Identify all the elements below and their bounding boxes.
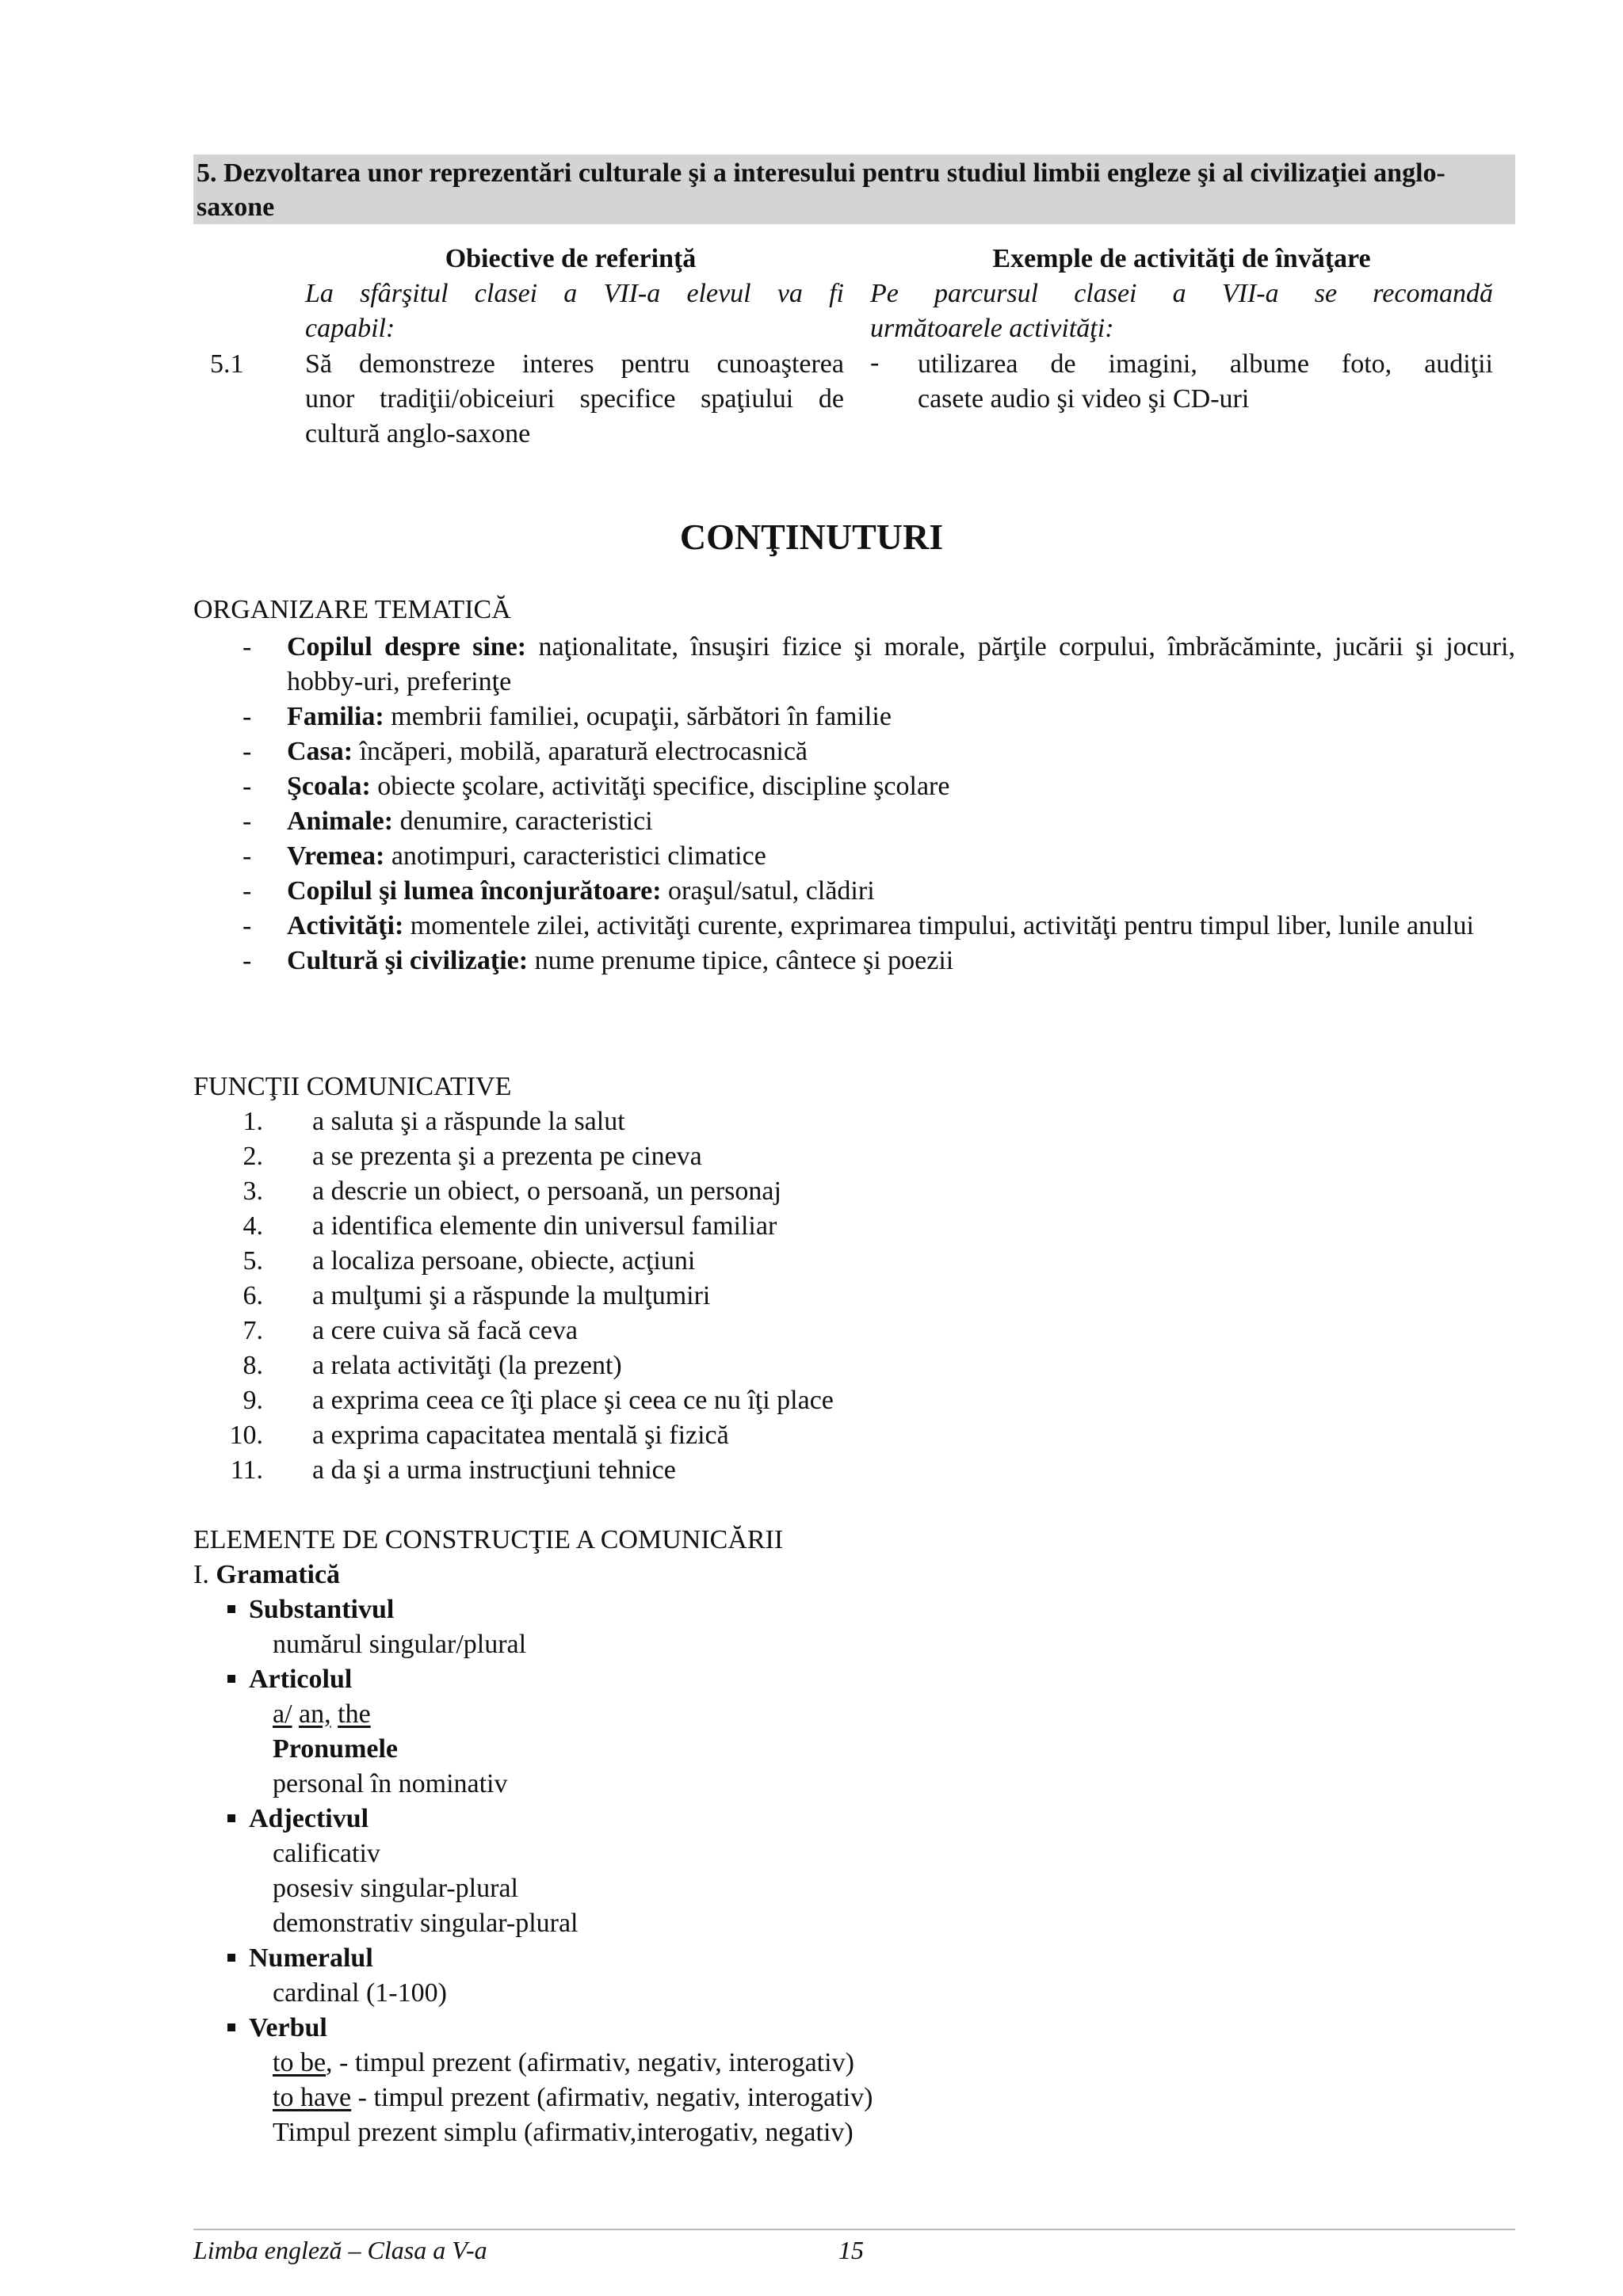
grammar-subitem: numărul singular/plural bbox=[273, 1630, 527, 1659]
item-number: 1. bbox=[242, 1107, 263, 1136]
square-bullet-icon bbox=[227, 1675, 235, 1683]
list-item bbox=[193, 1104, 834, 1139]
grammar-item-articolul bbox=[193, 1662, 873, 1697]
list-item: - Vremea: anotimpuri, caracteristici climatice bbox=[242, 841, 766, 871]
item-text: a relata activităţi (la prezent) bbox=[312, 1351, 622, 1380]
grammar-label: Verbul bbox=[249, 2013, 327, 2042]
thematic-heading: ORGANIZARE TEMATICĂ bbox=[193, 595, 511, 624]
item-number: 7. bbox=[242, 1316, 263, 1345]
item-text: a cere cuiva să facă ceva bbox=[312, 1316, 579, 1345]
grammar-subitem: personal în nominativ bbox=[273, 1769, 508, 1798]
item-bold: Copilul despre sine: bbox=[287, 632, 527, 662]
col-header-objectives: Obiective de referinţă bbox=[445, 244, 697, 273]
square-bullet-icon bbox=[227, 1954, 235, 1962]
list-item bbox=[193, 1139, 834, 1174]
item-text: a saluta şi a răspunde la salut bbox=[312, 1107, 625, 1136]
item-bold: Şcoala: bbox=[287, 772, 371, 801]
item-text: denumire, caracteristici bbox=[393, 807, 653, 836]
item-number: 2. bbox=[242, 1142, 263, 1171]
grammar-label: Numeralul bbox=[249, 1943, 373, 1973]
verb-to-be: to be bbox=[273, 2048, 327, 2077]
list-item bbox=[193, 1383, 834, 1418]
item-text: nume prenume tipice, cântece şi poezii bbox=[528, 946, 954, 975]
footer-title: Limba engleză – Clasa a V-a bbox=[193, 2236, 487, 2264]
grammar-subitem: calificativ bbox=[273, 1839, 380, 1868]
section-header: 5. Dezvoltarea unor reprezentări culturale şi a interesului pentru studiul limbii engleze şi al civilizaţiei anglo-saxone bbox=[193, 154, 1515, 224]
item-bold: Familia: bbox=[287, 702, 384, 731]
grammar-item-verbul bbox=[193, 2011, 873, 2046]
grammar-label: Substantivul bbox=[249, 1595, 395, 1624]
item-text: obiecte şcolare, activităţi specifice, discipline şcolare bbox=[370, 772, 950, 801]
item-number: 5. bbox=[242, 1246, 263, 1276]
part-prefix: I. bbox=[193, 1560, 216, 1589]
item-text: a descrie un obiect, o persoană, un personaj bbox=[312, 1177, 781, 1206]
item-bold: Casa: bbox=[287, 737, 353, 766]
item-text: oraşul/satul, clădiri bbox=[661, 876, 875, 906]
verb-text: , - timpul prezent (afirmativ, negativ, interogativ) bbox=[326, 2048, 854, 2077]
activity-text-line2: casete audio şi video şi CD-uri bbox=[918, 384, 1250, 414]
list-item: - Copilul şi lumea înconjurătoare: oraşul/satul, clădiri bbox=[242, 876, 875, 906]
item-number: 3. bbox=[242, 1177, 263, 1206]
activities-intro-line2: următoarele activităţi: bbox=[870, 314, 1114, 343]
square-bullet-icon bbox=[227, 2023, 235, 2031]
grammar-label: Adjectivul bbox=[249, 1804, 369, 1833]
item-text: membrii familiei, ocupaţii, sărbători în familie bbox=[384, 702, 892, 731]
article-an: an, bbox=[299, 1699, 331, 1729]
item-number: 11. bbox=[230, 1455, 263, 1485]
grammar-item-numeralul bbox=[193, 1941, 873, 1976]
item-bold: Copilul şi lumea înconjurătoare: bbox=[287, 876, 662, 906]
grammar-subitem bbox=[193, 1697, 873, 1732]
list-item: - Cultură şi civilizaţie: nume prenume tipice, cântece şi poezii bbox=[242, 946, 954, 975]
list-item: - Familia: membrii familiei, ocupaţii, sărbători în familie bbox=[242, 702, 892, 731]
objective-text-line1: Să demonstreze interes pentru cunoaşterea bbox=[305, 349, 844, 379]
verb-to-have: to have bbox=[273, 2083, 352, 2112]
grammar-part-title bbox=[193, 1558, 873, 1592]
grammar-item-substantivul bbox=[193, 1592, 873, 1627]
item-text: a identifica elemente din universul familiar bbox=[312, 1211, 777, 1241]
col-header-activities: Exemple de activităţi de învăţare bbox=[992, 244, 1371, 273]
page-title: CONŢINUTURI bbox=[679, 517, 944, 557]
part-label: Gramatică bbox=[216, 1560, 341, 1589]
list-item bbox=[193, 1174, 834, 1209]
footer-divider bbox=[193, 2229, 1515, 2230]
item-text: a mulţumi şi a răspunde la mulţumiri bbox=[312, 1281, 711, 1310]
grammar-subheading: Pronumele bbox=[273, 1734, 399, 1764]
page-number: 15 bbox=[838, 2236, 864, 2264]
list-item bbox=[193, 1348, 834, 1383]
activity-dash: - bbox=[870, 348, 880, 377]
objective-text-line2: unor tradiţii/obiceiuri specifice spaţiului de bbox=[305, 384, 844, 414]
item-text: a exprima capacitatea mentală şi fizică bbox=[312, 1421, 729, 1450]
activity-text-line1: utilizarea de imagini, albume foto, audiţii bbox=[918, 349, 1493, 379]
item-text: a da şi a urma instrucţiuni tehnice bbox=[312, 1455, 676, 1485]
grammar-subitem bbox=[193, 2046, 873, 2081]
list-item bbox=[193, 1279, 834, 1314]
functions-list bbox=[193, 1104, 834, 1488]
functions-heading: FUNCŢII COMUNICATIVE bbox=[193, 1072, 512, 1101]
grammar-item-adjectivul bbox=[193, 1802, 873, 1836]
list-item: - Copilul despre sine: naţionalitate, însuşiri fizice şi morale, părţile corpului, îmbrăcăminte, jucării şi jocuri, hobby-uri, preferinţe bbox=[242, 632, 1515, 696]
item-text: a exprima ceea ce îţi place şi ceea ce nu îţi place bbox=[312, 1386, 834, 1415]
list-item: - Casa: încăperi, mobilă, aparatură electrocasnică bbox=[242, 737, 808, 766]
item-bold: Vremea: bbox=[287, 841, 385, 871]
thematic-list bbox=[193, 630, 1515, 978]
item-text: a se prezenta şi a prezenta pe cineva bbox=[312, 1142, 702, 1171]
list-item bbox=[193, 1209, 834, 1244]
grammar-label: Articolul bbox=[249, 1665, 353, 1694]
grammar-subitem: posesiv singular-plural bbox=[273, 1874, 518, 1903]
item-number: 8. bbox=[242, 1351, 263, 1380]
verb-text: - timpul prezent (afirmativ, negativ, interogativ) bbox=[351, 2083, 873, 2112]
item-text: anotimpuri, caracteristici climatice bbox=[384, 841, 766, 871]
item-text: a localiza persoane, obiecte, acţiuni bbox=[312, 1246, 696, 1276]
item-number: 4. bbox=[242, 1211, 263, 1241]
list-item bbox=[193, 1244, 834, 1279]
objectives-intro-line2: capabil: bbox=[305, 314, 395, 343]
grammar-subitem: cardinal (1-100) bbox=[273, 1978, 447, 2008]
objective-number: 5.1 bbox=[210, 349, 244, 379]
square-bullet-icon bbox=[227, 1814, 235, 1822]
grammar-subitem bbox=[193, 2081, 873, 2115]
grammar-subitem: demonstrativ singular-plural bbox=[273, 1909, 579, 1938]
item-bold: Activităţi: bbox=[287, 911, 404, 940]
list-item bbox=[193, 1314, 834, 1348]
list-item: - Şcoala: obiecte şcolare, activităţi specifice, discipline şcolare bbox=[242, 772, 950, 801]
article-the: the bbox=[338, 1699, 371, 1729]
list-item bbox=[193, 1418, 834, 1453]
item-text: momentele zilei, activităţi curente, exprimarea timpului, activităţi pentru timpul liber, lunile anului bbox=[403, 911, 1474, 940]
grammar-heading: ELEMENTE DE CONSTRUCŢIE A COMUNICĂRII bbox=[193, 1525, 784, 1554]
list-item bbox=[193, 1453, 834, 1488]
activities-intro-line1: Pe parcursul clasei a VII-a se recomandă bbox=[870, 279, 1493, 308]
article-a: a/ bbox=[273, 1699, 292, 1729]
grammar-subitem: Timpul prezent simplu (afirmativ,interogativ, negativ) bbox=[273, 2118, 854, 2147]
item-number: 9. bbox=[242, 1386, 263, 1415]
square-bullet-icon bbox=[227, 1605, 235, 1613]
item-number: 10. bbox=[229, 1421, 263, 1450]
objective-text-line3: cultură anglo-saxone bbox=[305, 419, 531, 448]
item-text: naţionalitate, însuşiri fizice şi morale, părţile corpului, îmbrăcăminte, jucării şi jocuri, hobby-uri, preferinţe bbox=[287, 632, 1515, 696]
item-text: încăperi, mobilă, aparatură electrocasnică bbox=[353, 737, 808, 766]
item-number: 6. bbox=[242, 1281, 263, 1310]
grammar-section bbox=[193, 1558, 873, 2150]
item-bold: Animale: bbox=[287, 807, 394, 836]
list-item: - Activităţi: momentele zilei, activităţi curente, exprimarea timpului, activităţi pentru timpul liber, lunile anului bbox=[242, 911, 1474, 940]
list-item: - Animale: denumire, caracteristici bbox=[242, 807, 653, 836]
item-bold: Cultură şi civilizaţie: bbox=[287, 946, 529, 975]
objectives-intro-line1: La sfârşitul clasei a VII-a elevul va fi bbox=[305, 279, 844, 308]
